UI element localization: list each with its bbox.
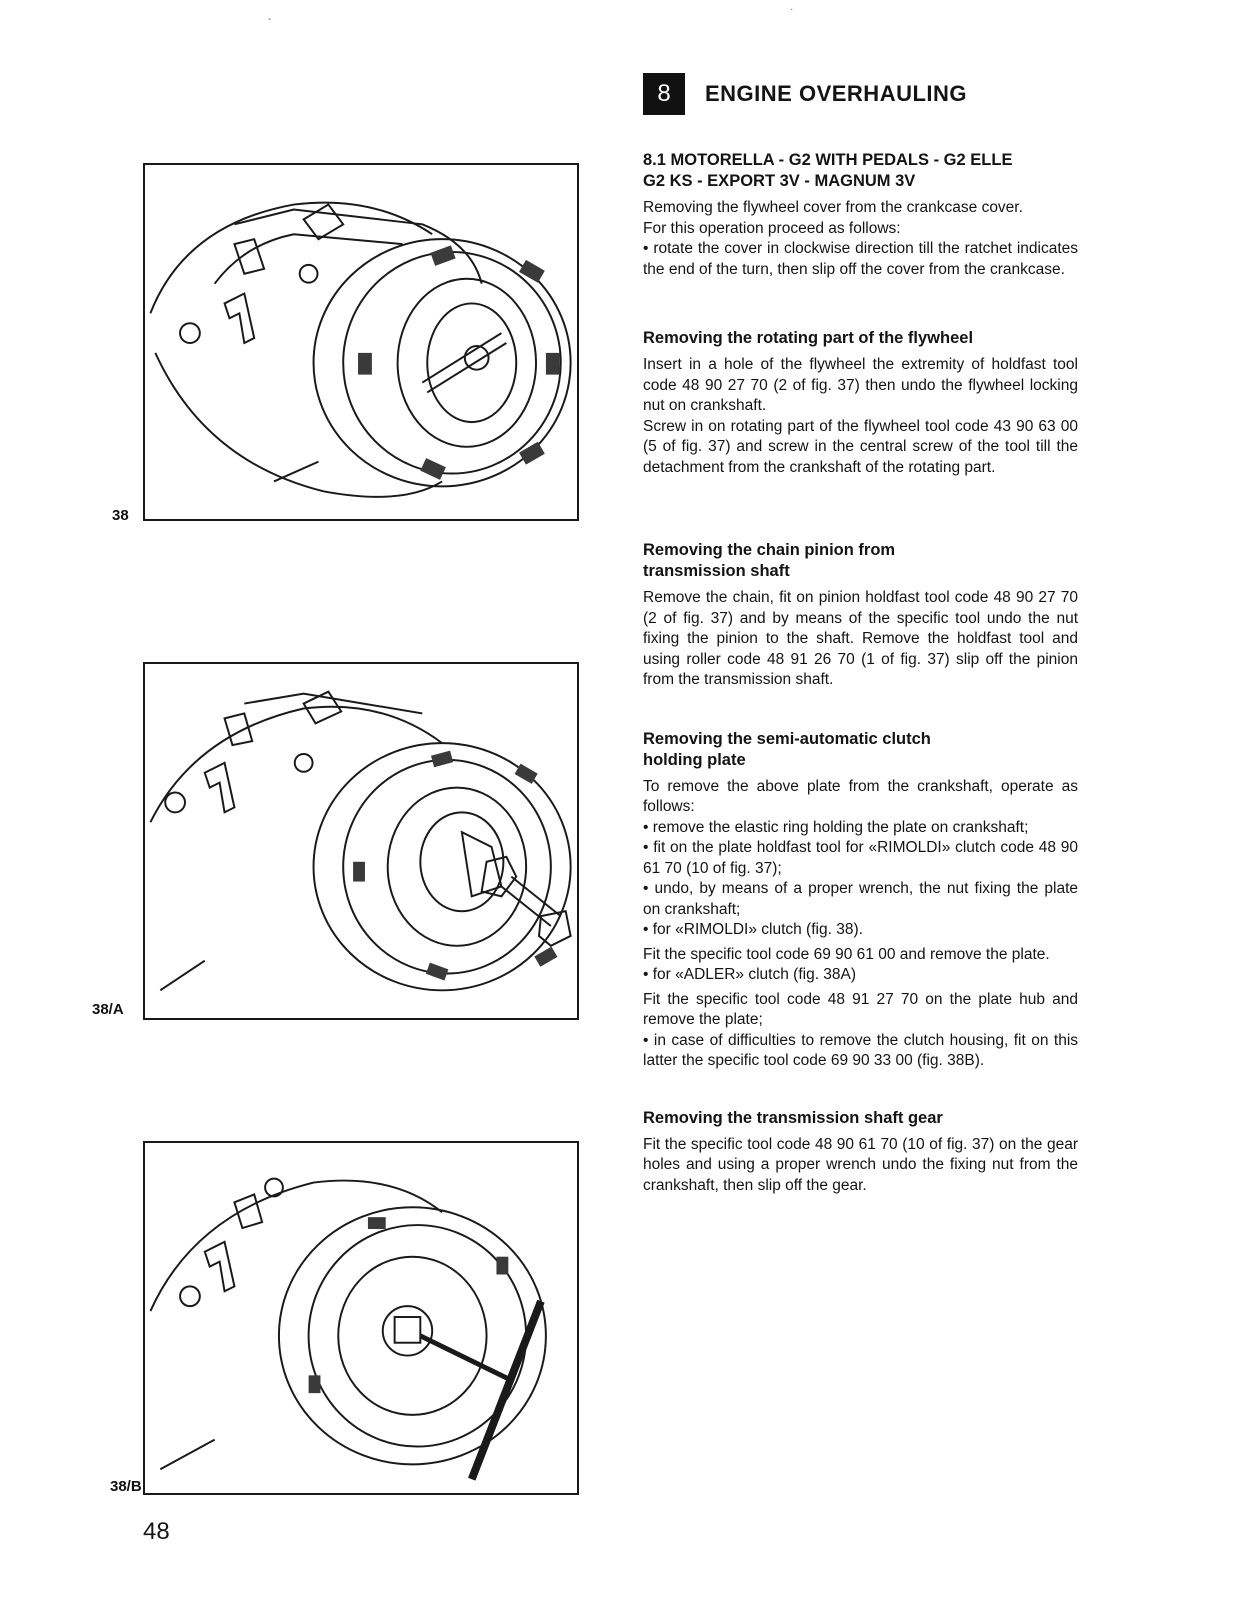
flywheel-illustration — [145, 165, 577, 519]
paragraph: Removing the flywheel cover from the crankcase cover. — [643, 199, 1023, 216]
bullet-item: • undo, by means of a proper wrench, the nut fixing the plate on crankshaft; — [643, 879, 1078, 920]
section-heading: Removing the transmission shaft gear — [643, 1108, 943, 1127]
paragraph: Fit the specific tool code 48 91 27 70 on the plate hub and remove the plate; — [643, 990, 1078, 1028]
chapter-header — [643, 73, 967, 115]
section-heading-line: holding plate — [643, 750, 746, 769]
clutch-housing-illustration — [145, 1143, 577, 1493]
section-8-1-heading — [643, 150, 1078, 192]
paragraph: Fit the specific tool code 69 90 61 00 and remove the plate. — [643, 945, 1050, 963]
section-chain-pinion — [643, 540, 1078, 691]
section-heading: Removing the rotating part of the flywheel — [643, 329, 974, 347]
bullet-item: • fit on the plate holdfast tool for «RIMOLDI» clutch code 48 90 61 70 (10 of fig. 37); — [643, 838, 1078, 879]
bullet-item: • rotate the cover in clockwise direction till the ratchet indicates the end of the turn, then slip off the cover from the crankcase. — [643, 239, 1078, 280]
paragraph: Remove the chain, fit on pinion holdfast tool code 48 90 27 70 (2 of fig. 37) and by means of the specific tool undo the nut fixing the pinion to the shaft. Remove the holdfast tool and using roller code 48 91 26 70 (1 of fig. 37) slip off the pinion from the transmission shaft. — [643, 589, 1078, 688]
section-heading-line: transmission shaft — [643, 562, 790, 580]
scan-mark: · — [790, 4, 794, 15]
figure-38 — [143, 163, 579, 521]
section-heading — [643, 540, 1078, 582]
bullet-item: • for «ADLER» clutch (fig. 38A) — [643, 965, 1078, 986]
chapter-title: ENGINE OVERHAULING — [705, 81, 968, 106]
section-heading-line: Removing the semi-automatic clutch — [643, 729, 931, 748]
section-heading — [643, 729, 1078, 771]
bullet-item: • remove the elastic ring holding the plate on crankshaft; — [643, 818, 1078, 839]
section-clutch-plate — [643, 729, 1078, 1072]
figure-38a — [143, 662, 579, 1020]
bullet-item: • in case of difficulties to remove the clutch housing, fit on this latter the specific tool code 69 90 33 00 (fig. 38B). — [643, 1031, 1078, 1072]
scan-mark: - — [268, 14, 272, 25]
section-8-1 — [643, 150, 1078, 280]
figure-38b — [143, 1141, 579, 1495]
section-transmission-gear — [643, 1108, 1078, 1197]
bullet-item: • for «RIMOLDI» clutch (fig. 38). — [643, 920, 1078, 941]
figure-38a-label: 38/A — [92, 1001, 124, 1018]
paragraph: To remove the above plate from the crankshaft, operate as follows: — [643, 777, 1078, 815]
paragraph: Fit the specific tool code 48 90 61 70 (10 of fig. 37) on the gear holes and using a proper wrench undo the fixing nut from the crankshaft, then slip off the gear. — [643, 1135, 1078, 1194]
figure-38b-label: 38/B — [110, 1478, 142, 1495]
paragraph: Insert in a hole of the flywheel the extremity of holdfast tool code 48 90 27 70 (2 of fig. 37) then undo the flywheel locking nut on crankshaft. — [643, 356, 1078, 414]
section-rotating-part — [643, 328, 1078, 478]
section-heading-line: G2 KS - EXPORT 3V - MAGNUM 3V — [643, 172, 916, 190]
paragraph: Screw in on rotating part of the flywheel tool code 43 90 63 00 (5 of fig. 37) and screw in the central screw of the tool till the detachment from the crankshaft of the rotating part. — [643, 417, 1078, 476]
page-number: 48 — [143, 1518, 170, 1545]
chapter-number: 8 — [643, 73, 685, 115]
text-column — [643, 150, 1078, 1196]
figure-38-label: 38 — [112, 507, 129, 524]
paragraph: For this operation proceed as follows: — [643, 219, 901, 237]
section-heading-line: Removing the chain pinion from — [643, 541, 896, 559]
section-heading-line: 8.1 MOTORELLA - G2 WITH PEDALS - G2 ELLE — [643, 151, 1013, 169]
clutch-plate-illustration — [145, 664, 577, 1018]
